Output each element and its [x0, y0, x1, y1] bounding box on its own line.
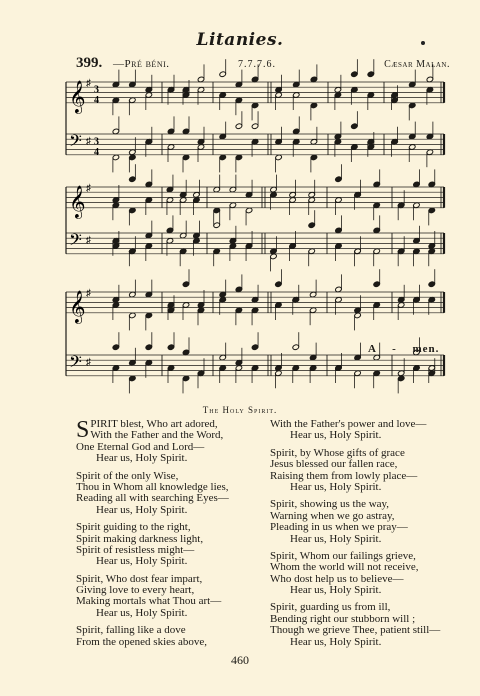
verse-line: Making mortals what Thou art— [76, 595, 222, 608]
key-signature: ♯ [86, 357, 91, 369]
note-head [351, 71, 358, 77]
refrain-line: Hear us, Holy Spirit. [290, 532, 382, 545]
verse-line: From the opened skies above, [76, 635, 208, 648]
bass-clef: 𝄢 [69, 351, 82, 376]
page-number: 460 [231, 653, 249, 667]
note-head [235, 123, 242, 129]
note-head [373, 281, 380, 287]
verse-line: Pleading in us when we pray— [270, 521, 408, 534]
refrain-line: Hear us, Holy Spirit. [290, 635, 382, 648]
stanza [76, 419, 266, 465]
stanza [76, 574, 266, 620]
verse-line: Whom the world will not receive, [270, 561, 419, 574]
section-title: Litanies. [196, 30, 284, 50]
verse-line: Though we grieve Thee, patient still— [270, 624, 441, 637]
tune-name: —Pré béni. [113, 58, 170, 70]
stanza [270, 419, 460, 442]
note-head [129, 176, 136, 182]
note-head [251, 123, 258, 129]
refrain-line: Hear us, Holy Spirit. [290, 584, 382, 597]
stanza [270, 448, 460, 494]
stanza [76, 471, 266, 517]
treble-clef: 𝄞 [69, 79, 86, 113]
verse-line: Jesus blessed our fallen race, [270, 458, 398, 471]
key-signature: ♯ [86, 136, 91, 148]
note-head [251, 344, 258, 350]
bass-clef: 𝄢 [69, 130, 82, 155]
note-head [219, 71, 226, 77]
treble-clef: 𝄞 [69, 289, 86, 323]
key-signature: ♯ [86, 288, 91, 299]
verse-line: With the Father's power and love— [270, 418, 427, 430]
verse-line: Spirit guiding to the right, [76, 521, 191, 534]
note-head [292, 344, 299, 350]
stanza [270, 499, 460, 545]
verse-line: PIRIT blest, Who art adored, [90, 418, 218, 430]
refrain-line: Hear us, Holy Spirit. [290, 429, 382, 442]
stanza [270, 551, 460, 597]
amen-lyric: A - men. [368, 343, 440, 355]
note-head [112, 344, 119, 350]
verse-line: Spirit, Who dost fear impart, [76, 572, 203, 585]
refrain-line: Hear us, Holy Spirit. [96, 503, 188, 516]
stanza [270, 602, 460, 648]
refrain-line: Hear us, Holy Spirit. [290, 480, 382, 493]
text-column-right [270, 419, 460, 654]
stanza [76, 522, 266, 568]
time-signature: 3 [94, 84, 99, 96]
key-signature: ♯ [86, 183, 91, 194]
note-head [167, 344, 174, 350]
verse-line: Giving love to every heart, [76, 584, 195, 597]
verse-line: One Eternal God and Lord— [76, 440, 205, 453]
refrain-line: Hear us, Holy Spirit. [96, 555, 188, 568]
drop-cap: S [76, 417, 90, 443]
verse-line: Spirit of resistless might— [76, 543, 195, 556]
note-head [335, 176, 342, 182]
verse-line: Spirit, by Whose gifts of grace [270, 446, 405, 459]
note-head [367, 71, 374, 77]
verse-line: Spirit, falling like a dove [76, 624, 186, 637]
meter: 7.7.7.6. [238, 59, 276, 70]
verse-line: Bending right our stubborn will ; [270, 612, 416, 625]
verse-line: Who dost help us to believe— [270, 572, 404, 585]
verse-line: Spirit, guarding us from ill, [270, 601, 391, 614]
treble-clef: 𝄞 [69, 184, 86, 218]
refrain-line: Hear us, Holy Spirit. [96, 452, 188, 465]
note-head [308, 222, 315, 228]
composer: Cæsar Malan. [384, 59, 450, 70]
text-column-left [76, 419, 266, 654]
verse-line: Thou in Whom all knowledge lies, [76, 480, 229, 493]
note-head [182, 281, 189, 287]
note-head [351, 123, 358, 129]
key-signature: ♯ [86, 78, 91, 89]
hymn-number: 399. [76, 55, 103, 71]
verse-line: Spirit of the only Wise, [76, 469, 179, 482]
time-signature: 4 [94, 94, 99, 106]
note-head [428, 281, 435, 287]
verse-line: Spirit making darkness light, [76, 532, 204, 545]
verse-line: Spirit, Whom our failings grieve, [270, 549, 416, 562]
verse-line: Reading all with searching Eyes— [76, 492, 229, 505]
verse-line: Warning when we go astray, [270, 509, 395, 522]
refrain-line: Hear us, Holy Spirit. [96, 606, 188, 619]
verse-line: Spirit, showing us the way, [270, 498, 390, 511]
key-signature: ♯ [86, 235, 91, 247]
verse-line: With the Father and the Word, [90, 429, 224, 442]
verse-line: Raising them from lowly place— [270, 469, 418, 482]
note-head [145, 344, 152, 350]
note-head [275, 281, 282, 287]
time-signature: 4 [94, 146, 99, 158]
stanza [76, 625, 266, 648]
hymn-title: The Holy Spirit. [202, 405, 278, 415]
time-signature: 3 [94, 136, 99, 148]
note-head [213, 222, 220, 228]
bass-clef: 𝄢 [69, 229, 82, 254]
